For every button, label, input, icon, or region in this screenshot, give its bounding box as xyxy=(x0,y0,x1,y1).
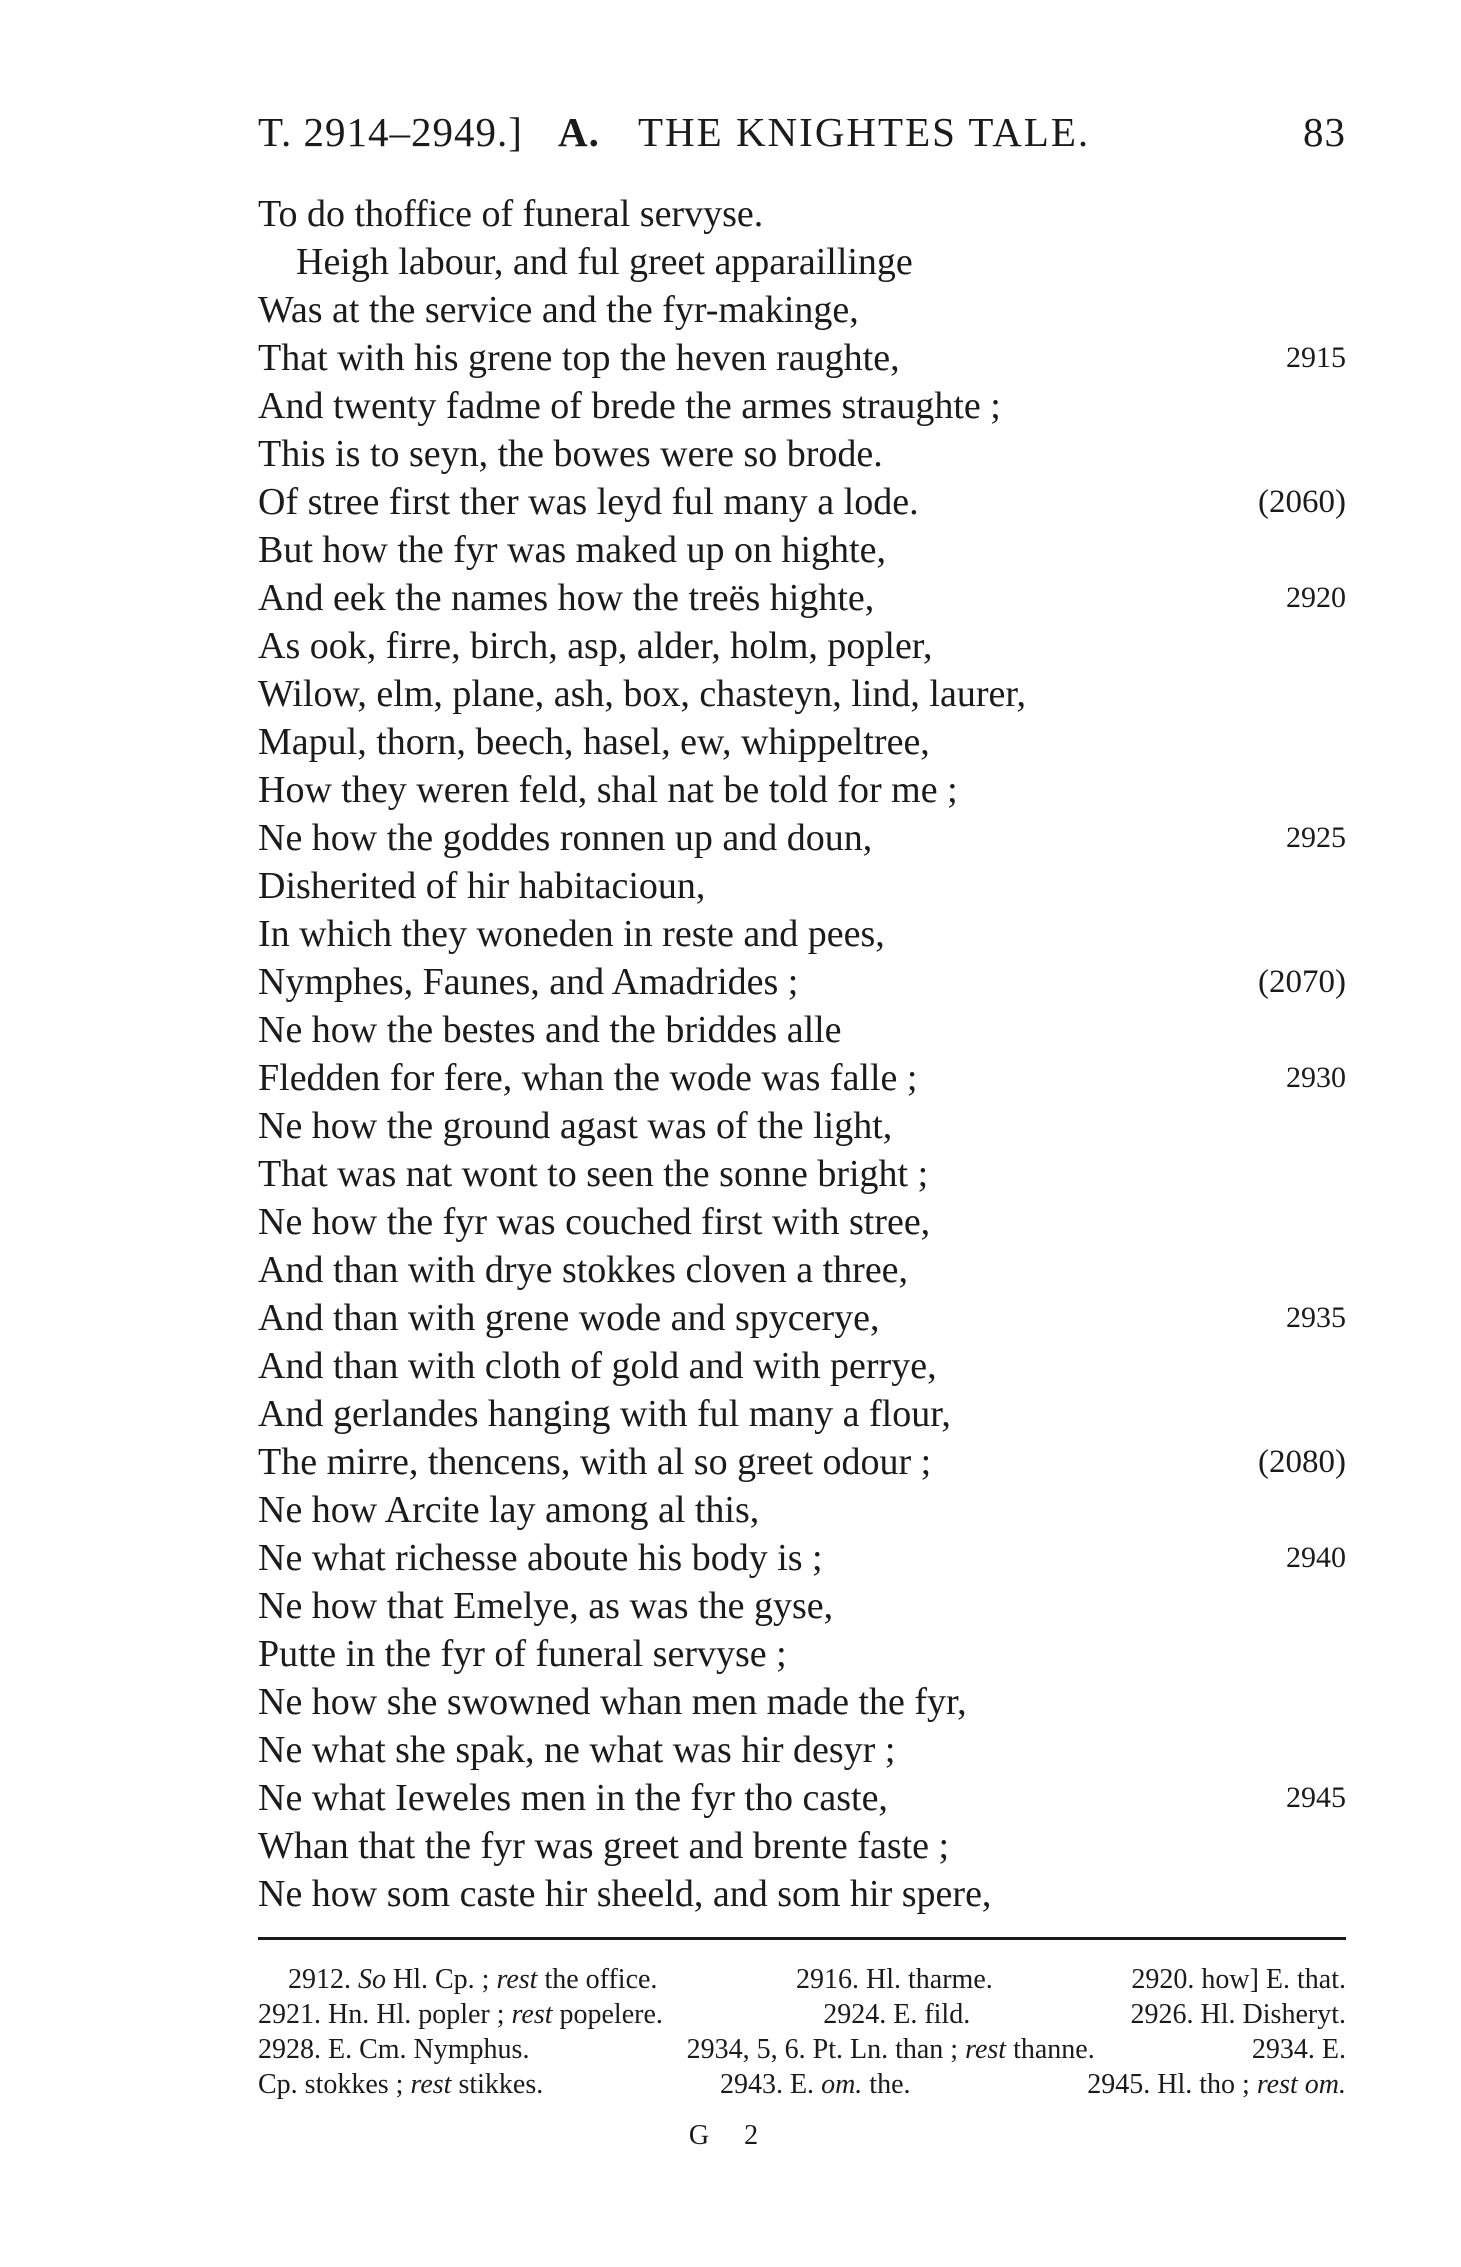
verse-line xyxy=(258,1198,1346,1246)
footnote-rule xyxy=(258,1937,1346,1940)
verse-line xyxy=(258,430,1346,478)
verse-line xyxy=(258,958,1346,1006)
verse-text: Whan that the fyr was greet and brente faste ; xyxy=(258,1825,950,1867)
footnote-line xyxy=(258,2032,1346,2067)
verse-text: And gerlandes hanging with ful many a flour, xyxy=(258,1393,951,1435)
line-number: 2940 xyxy=(1286,1541,1346,1574)
verse-line xyxy=(258,190,1346,238)
verse-line xyxy=(258,910,1346,958)
verse-text: Ne what richesse aboute his body is ; xyxy=(258,1537,823,1579)
verse-line xyxy=(258,526,1346,574)
verse-text: And than with grene wode and spycerye, xyxy=(258,1297,880,1339)
footnotes xyxy=(258,1962,1346,2102)
line-number: (2070) xyxy=(1258,964,1346,1000)
verse-line xyxy=(258,1630,1346,1678)
page-number: 83 xyxy=(1303,109,1346,155)
verse-text: To do thoffice of funeral servyse. xyxy=(258,193,764,235)
verse-text: But how the fyr was maked up on highte, xyxy=(258,529,886,571)
verse-block xyxy=(258,190,1346,1918)
verse-line xyxy=(258,670,1346,718)
footnote-line xyxy=(258,2067,1346,2102)
verse-line xyxy=(258,1822,1346,1870)
verse-text: That was nat wont to seen the sonne bright ; xyxy=(258,1153,929,1195)
verse-line xyxy=(258,1582,1346,1630)
line-range: T. 2914–2949.] xyxy=(258,109,523,155)
verse-text: And twenty fadme of brede the armes straughte ; xyxy=(258,385,1001,427)
verse-text: Putte in the fyr of funeral servyse ; xyxy=(258,1633,787,1675)
line-number: 2915 xyxy=(1286,341,1346,374)
verse-text: Wilow, elm, plane, ash, box, chasteyn, lind, laurer, xyxy=(258,673,1026,715)
verse-text: Disherited of hir habitacioun, xyxy=(258,865,706,907)
verse-text: How they weren feld, shal nat be told for me ; xyxy=(258,769,958,811)
verse-line xyxy=(258,334,1346,382)
footnote-line xyxy=(258,1997,1346,2032)
fragment-label: A. xyxy=(558,109,600,155)
footnote: 2943. E. om. the. xyxy=(719,2069,911,2100)
verse-line xyxy=(258,238,1346,286)
footnote: 2926. Hl. Disheryt. xyxy=(1130,1999,1346,2030)
verse-line xyxy=(258,574,1346,622)
verse-line xyxy=(258,1438,1346,1486)
verse-line xyxy=(258,1342,1346,1390)
verse-line xyxy=(258,1726,1346,1774)
verse-text: And than with cloth of gold and with perrye, xyxy=(258,1345,937,1387)
verse-line xyxy=(258,862,1346,910)
verse-text: Ne what she spak, ne what was hir desyr ; xyxy=(258,1729,896,1771)
verse-text: Ne how som caste hir sheeld, and som hir spere, xyxy=(258,1873,992,1915)
verse-text: Heigh labour, and ful greet apparaillinge xyxy=(296,241,913,283)
verse-line xyxy=(258,1294,1346,1342)
verse-line xyxy=(258,286,1346,334)
footnote: 2921. Hn. Hl. popler ; rest popelere. xyxy=(258,1999,663,2030)
verse-line xyxy=(258,1870,1346,1918)
footnote: 2920. how] E. that. xyxy=(1131,1964,1346,1995)
verse-line xyxy=(258,718,1346,766)
footnote: 2945. Hl. tho ; rest om. xyxy=(1087,2069,1346,2100)
footnote: 2928. E. Cm. Nymphus. xyxy=(258,2034,530,2065)
footnote: Cp. stokkes ; rest stikkes. xyxy=(258,2069,544,2100)
verse-text: Mapul, thorn, beech, hasel, ew, whippeltree, xyxy=(258,721,930,763)
verse-text: As ook, firre, birch, asp, alder, holm, popler, xyxy=(258,625,933,667)
verse-text: Ne how that Emelye, as was the gyse, xyxy=(258,1585,834,1627)
verse-text: Ne how the fyr was couched first with stree, xyxy=(258,1201,931,1243)
line-number: 2920 xyxy=(1286,581,1346,614)
verse-text: Ne how the goddes ronnen up and doun, xyxy=(258,817,873,859)
verse-line xyxy=(258,766,1346,814)
tale-title: THE KNIGHTES TALE. xyxy=(638,109,1091,155)
line-number: 2945 xyxy=(1286,1781,1346,1814)
verse-text: In which they woneden in reste and pees, xyxy=(258,913,885,955)
verse-text: That with his grene top the heven raughte, xyxy=(258,337,900,379)
verse-line xyxy=(258,1102,1346,1150)
verse-text: Nymphes, Faunes, and Amadrides ; xyxy=(258,961,799,1003)
footnote: 2916. Hl. tharme. xyxy=(796,1964,993,1995)
verse-text: Ne how the bestes and the briddes alle xyxy=(258,1009,842,1051)
footnote: 2934, 5, 6. Pt. Ln. than ; rest thanne. xyxy=(686,2034,1095,2065)
verse-line xyxy=(258,1150,1346,1198)
verse-line xyxy=(258,382,1346,430)
verse-text: Ne how she swowned whan men made the fyr, xyxy=(258,1681,967,1723)
verse-text: Ne how the ground agast was of the light, xyxy=(258,1105,893,1147)
verse-text: This is to seyn, the bowes were so brode. xyxy=(258,433,883,475)
verse-text: And than with drye stokkes cloven a three, xyxy=(258,1249,909,1291)
verse-line xyxy=(258,1006,1346,1054)
signature-mark: G 2 xyxy=(688,2120,773,2151)
line-number: 2930 xyxy=(1286,1061,1346,1094)
verse-text: Was at the service and the fyr-makinge, xyxy=(258,289,859,331)
footnote-line xyxy=(258,1962,1346,1997)
verse-line xyxy=(258,1054,1346,1102)
running-header xyxy=(258,108,1346,164)
verse-text: The mirre, thencens, with al so greet odour ; xyxy=(258,1441,932,1483)
verse-line xyxy=(258,814,1346,862)
verse-text: Ne what Ieweles men in the fyr tho caste, xyxy=(258,1777,888,1819)
verse-text: Ne how Arcite lay among al this, xyxy=(258,1489,760,1531)
footnote: 2912. So Hl. Cp. ; rest the office. xyxy=(288,1964,658,1995)
verse-text: Of stree first ther was leyd ful many a lode. xyxy=(258,481,919,523)
line-number: 2935 xyxy=(1286,1301,1346,1334)
verse-line xyxy=(258,1534,1346,1582)
verse-line xyxy=(258,1678,1346,1726)
verse-line xyxy=(258,1390,1346,1438)
verse-text: And eek the names how the treës highte, xyxy=(258,577,875,619)
verse-line xyxy=(258,478,1346,526)
line-number: (2060) xyxy=(1258,484,1346,520)
verse-line xyxy=(258,1774,1346,1822)
verse-text: Fledden for fere, whan the wode was falle ; xyxy=(258,1057,918,1099)
line-number: 2925 xyxy=(1286,821,1346,854)
verse-line xyxy=(258,1486,1346,1534)
verse-line xyxy=(258,622,1346,670)
line-number: (2080) xyxy=(1258,1444,1346,1480)
footnote: 2924. E. fild. xyxy=(823,1999,971,2030)
footnote: 2934. E. xyxy=(1251,2034,1346,2065)
verse-line xyxy=(258,1246,1346,1294)
